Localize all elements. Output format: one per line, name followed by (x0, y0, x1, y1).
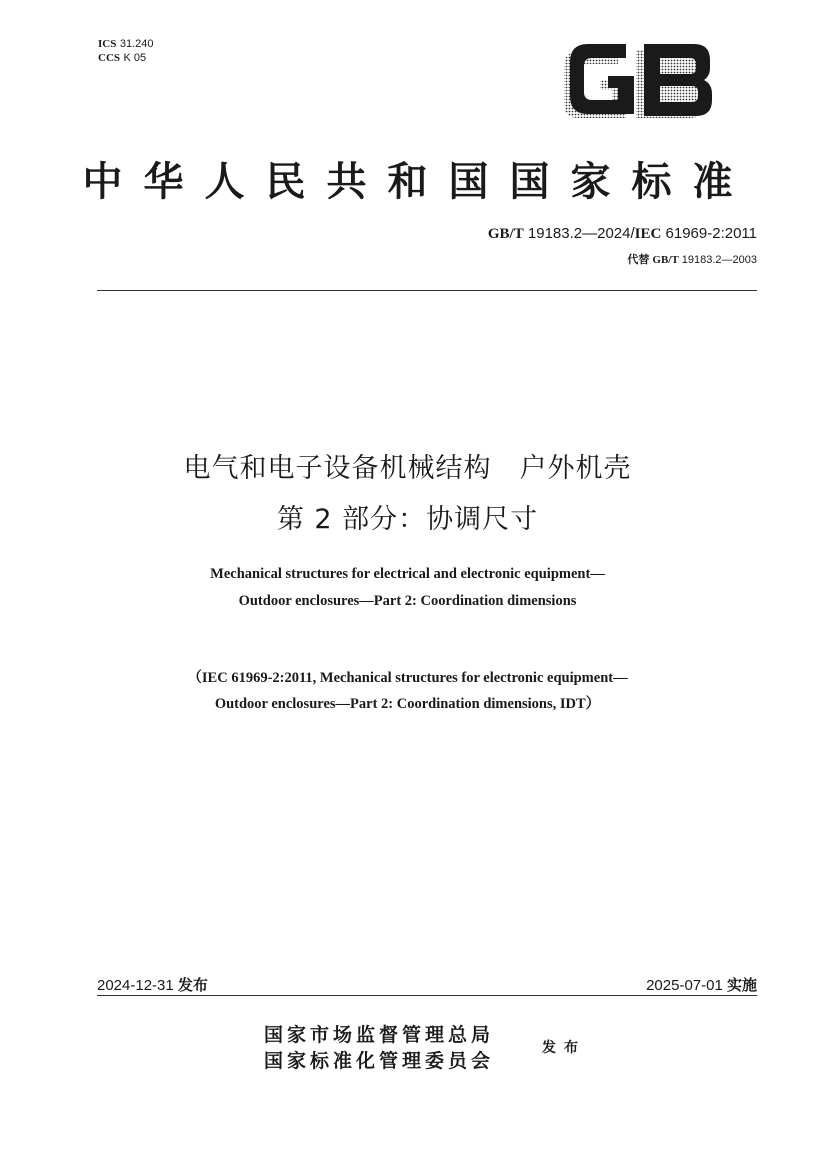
title-en-line1: Mechanical structures for electrical and electronic equipment— (210, 566, 605, 582)
effective-date-value: 2025-07-01 (646, 977, 723, 994)
header-divider (97, 290, 757, 291)
standard-prefix: GB/T (487, 226, 524, 242)
replaces-prefix: GB/T (652, 254, 679, 266)
replaces-label: 代替 (627, 253, 650, 266)
issuer-sac: 国家标准化管理委员会 (264, 1050, 495, 1072)
equivalent-line2: Outdoor enclosures—Part 2: Coordination dimensions, IDT） (214, 696, 601, 712)
equivalent-line1: （IEC 61969-2:2011, Mechanical structures for electronic equipment— (187, 670, 628, 686)
iec-number: 61969-2:2011 (665, 225, 757, 242)
issue-date (97, 974, 208, 995)
footer-divider (97, 995, 757, 996)
title-en-line2: Outdoor enclosures—Part 2: Coordination dimensions (238, 593, 577, 609)
publish-label: 发布 (542, 1040, 586, 1056)
standard-number (488, 225, 757, 243)
iec-prefix: IEC (634, 226, 662, 242)
issue-date-value: 2024-12-31 (97, 977, 174, 994)
ics-value: 31.240 (119, 38, 154, 50)
title-cn-line2: 第 2 部分：协调尺寸 (276, 504, 539, 535)
national-standard-title-text: 中华人民共和国国家标准 (82, 158, 754, 205)
standard-main-number: 19183.2—2024/ (527, 225, 635, 242)
ccs-value: K 05 (123, 52, 147, 64)
gb-logo-icon (556, 38, 714, 124)
replaces-standard (627, 251, 757, 267)
issue-date-label: 发布 (177, 976, 208, 994)
issuer-samr: 国家市场监督管理总局 (264, 1024, 495, 1046)
ics-label: ICS (98, 38, 117, 50)
title-cn-line1: 电气和电子设备机械结构 户外机壳 (183, 453, 632, 484)
effective-date (646, 974, 757, 995)
classification-codes (98, 37, 154, 65)
effective-date-label: 实施 (726, 976, 757, 994)
ccs-label: CCS (98, 52, 121, 64)
national-standard-title (0, 150, 815, 210)
replaces-number: 19183.2—2003 (681, 254, 757, 266)
